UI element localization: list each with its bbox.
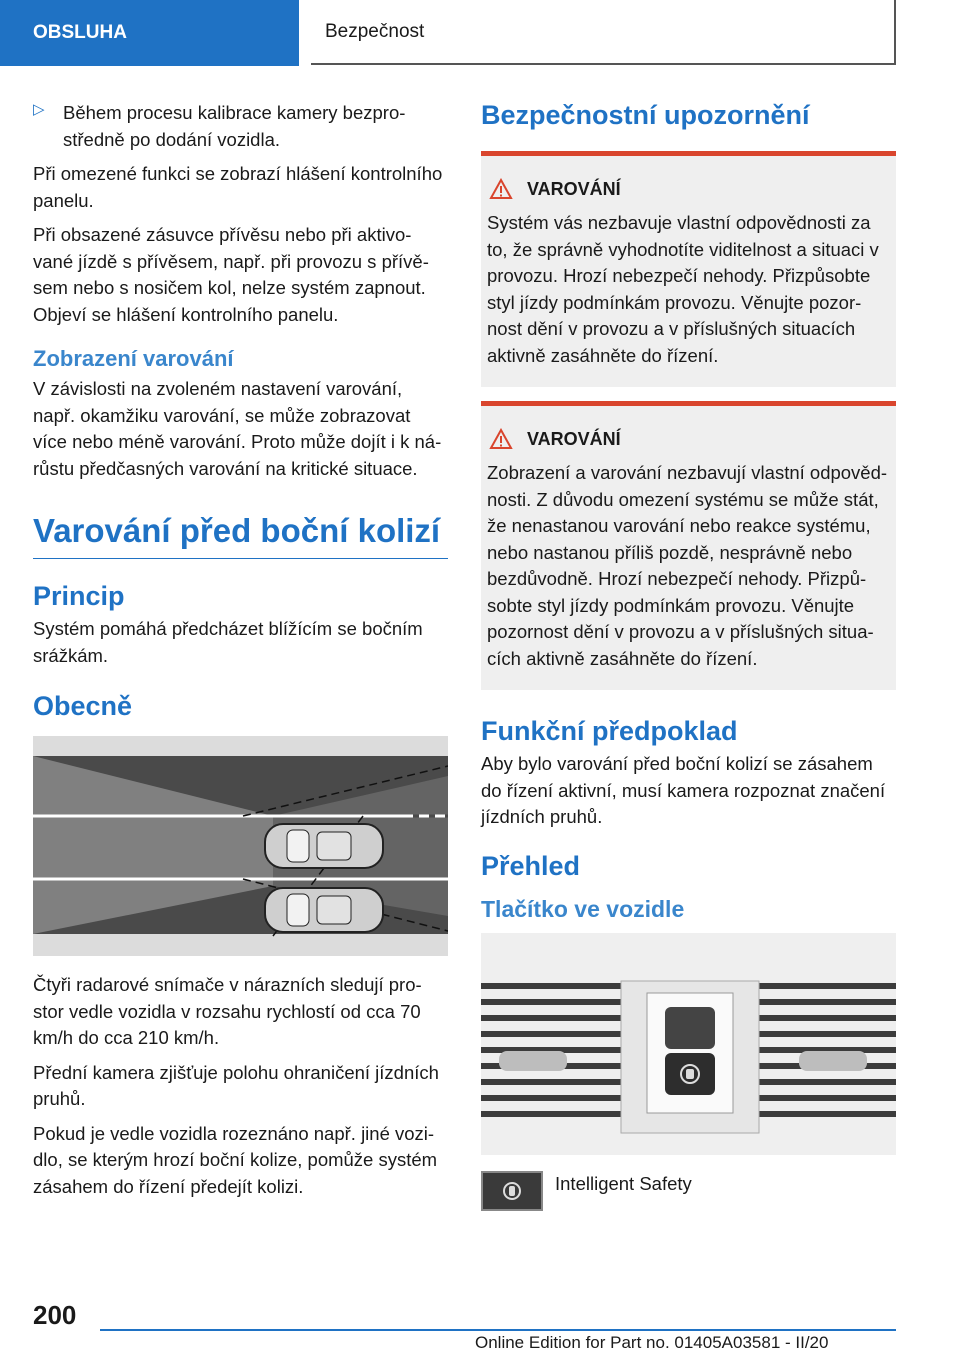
warning-triangle-icon <box>489 178 513 200</box>
heading-button-in-vehicle: Tlačítko ve vozidle <box>481 895 685 922</box>
chapter-label: Bezpečnost <box>325 20 425 42</box>
heading-display-warnings: Zobrazení varování <box>33 346 234 371</box>
footer-edition: Online Edition for Part no. 01405A03581 - II/20 <box>475 1333 829 1352</box>
bullet-item <box>33 100 448 161</box>
paragraph: Při omezené funkci se zobrazí hlášení kontrolního panelu. <box>33 163 443 211</box>
paragraph: Systém pomáhá předcházet blížícím se bočním srážkám. <box>33 618 423 666</box>
heading-functional-requirement: Funkční předpoklad <box>481 716 738 746</box>
heading-safety-notes: Bezpečnostní upozornění <box>481 100 810 130</box>
paragraph: Přední kamera zjišťuje polohu ohraničení jízdních pruhů. <box>33 1061 439 1109</box>
vent-button-illustration <box>481 933 896 1155</box>
heading-princip: Princip <box>33 581 125 611</box>
warning-label: VAROVÁNÍ <box>527 428 621 449</box>
paragraph: Aby bylo varování před boční kolizí se zásahem do řízení aktivní, musí kamera rozpoznat značení jízdních pruhů. <box>481 753 886 827</box>
heading-obecne: Obecně <box>33 691 133 721</box>
warning-title <box>487 178 890 200</box>
header-chapter-tab <box>311 0 896 65</box>
warning-triangle-icon <box>489 428 513 450</box>
car-lower <box>265 888 383 932</box>
warning-text: Systém vás nezbavuje vlastní odpovědnosti za to, že správně vyhodnotíte viditelnost a situaci v provozu. Hrozí nebezpečí nehody. Přizpůsobte styl jízdy podmínkám provozu. Věnujte pozor-nost dění v provozu a v příslušných situacích aktivně zasáhněte do řízení. <box>487 212 879 366</box>
warning-title <box>487 428 890 450</box>
paragraph: Pokud je vedle vozidla rozeznáno např. jiné vozi-dlo, se kterým hrozí boční kolize, pomůže systém zásahem do řízení předejít kolizi. <box>33 1122 438 1197</box>
button-legend-label: Intelligent Safety <box>555 1172 692 1194</box>
bullet-text: Během procesu kalibrace kamery bezpro-středně po dodání vozidla. <box>63 102 406 150</box>
intelligent-safety-button-icon <box>481 1171 543 1211</box>
heading-side-collision: Varování před boční kolizí <box>33 512 448 559</box>
footer-divider <box>100 1329 896 1331</box>
triangle-bullet-icon: ▷ <box>33 101 45 118</box>
right-column <box>481 100 896 1211</box>
paragraph: V závislosti na zvoleném nastavení varování, např. okamžiku varování, se může zobrazovat více nebo méně varování. Proto může dojít i k ná-růstu předčasných varování na kritické situace. <box>33 378 442 479</box>
warning-box <box>481 151 896 387</box>
section-label: OBSLUHA <box>33 22 127 43</box>
car-upper <box>265 824 383 868</box>
warning-text: Zobrazení a varování nezbavují vlastní odpověd-nosti. Z důvodu omezení systému se může stát, že nenastanou varování nebo reakce systému, nebo nastanou příliš pozdě, nesprávně nebo bezdůvodně. Hrozí nebezpečí nehody. Přizpů-sobte styl jízdy podmínkám provozu. Věnujte pozornost dění v provozu a v příslušných situa-cích aktivně zasáhněte do řízení. <box>487 462 888 669</box>
heading-overview: Přehled <box>481 850 581 881</box>
paragraph: Při obsazené zásuvce přívěsu nebo při aktivo-vané jízdě s přívěsem, např. při provozu s přívě-sem nebo s nosičem kol, nelze systém zapnout. Objeví se hlášení kontrolního panelu. <box>33 224 429 325</box>
header-section-tab <box>0 0 299 66</box>
left-column <box>33 100 448 1208</box>
warning-box <box>481 401 896 690</box>
warning-label: VAROVÁNÍ <box>527 178 621 199</box>
page-number: 200 <box>33 1300 77 1330</box>
road-illustration <box>33 736 448 956</box>
button-legend-row <box>481 1171 896 1211</box>
paragraph: Čtyři radarové snímače v nárazních sledují pro-stor vedle vozidla v rozsahu rychlostí od cca 70 km/h do cca 210 km/h. <box>33 974 422 1048</box>
